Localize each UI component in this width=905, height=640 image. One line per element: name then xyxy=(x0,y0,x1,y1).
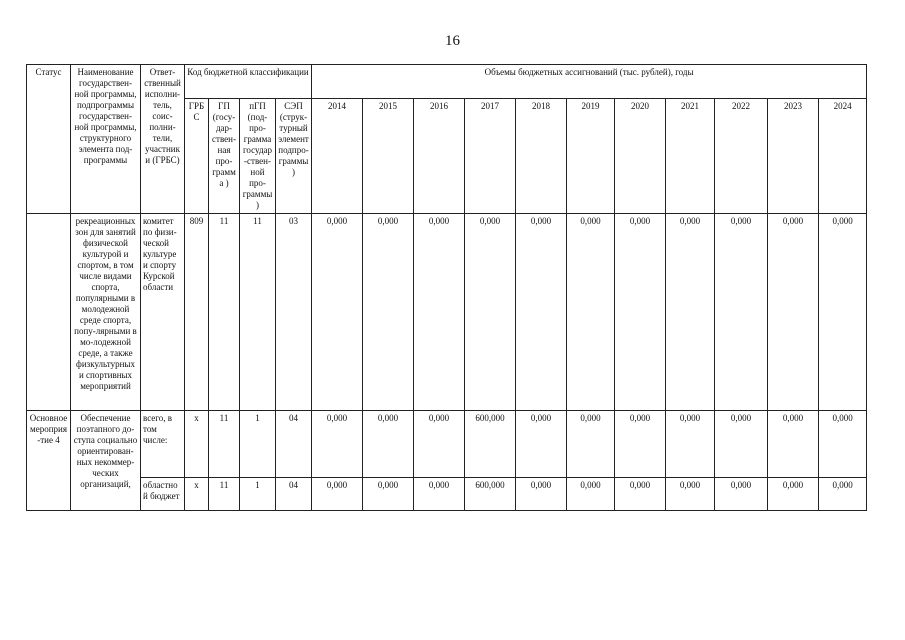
cell-executor: всего, в том числе: xyxy=(141,411,185,478)
cell-grbs: x xyxy=(185,411,209,478)
cell-gp: 11 xyxy=(209,411,240,478)
cell-sep: 04 xyxy=(276,478,312,511)
cell-value: 600,000 xyxy=(465,411,516,478)
cell-value: 0,000 xyxy=(516,478,567,511)
cell-value: 0,000 xyxy=(768,214,819,411)
header-grbs: ГРБ С xyxy=(185,99,209,214)
cell-value: 0,000 xyxy=(666,214,715,411)
cell-value: 0,000 xyxy=(414,478,465,511)
cell-value: 0,000 xyxy=(715,411,768,478)
cell-gp: 11 xyxy=(209,214,240,411)
cell-value: 0,000 xyxy=(819,478,867,511)
cell-value: 0,000 xyxy=(768,411,819,478)
header-year: 2017 xyxy=(465,99,516,214)
cell-value: 0,000 xyxy=(567,478,615,511)
cell-value: 0,000 xyxy=(819,214,867,411)
table-row xyxy=(27,214,867,411)
cell-pgp: 1 xyxy=(240,411,276,478)
header-year: 2024 xyxy=(819,99,867,214)
cell-executor: областной бюджет xyxy=(141,478,185,511)
cell-pgp: 1 xyxy=(240,478,276,511)
header-budget-code: Код бюджетной классификации xyxy=(185,65,312,99)
cell-status: Основное мероприя-тие 4 xyxy=(27,411,71,511)
header-year: 2015 xyxy=(363,99,414,214)
cell-grbs: 809 xyxy=(185,214,209,411)
cell-value: 0,000 xyxy=(414,214,465,411)
cell-value: 0,000 xyxy=(666,411,715,478)
cell-value: 0,000 xyxy=(715,478,768,511)
cell-value: 0,000 xyxy=(819,411,867,478)
header-sep: СЭП (струк-турный элемент подпро-граммы) xyxy=(276,99,312,214)
cell-value: 0,000 xyxy=(312,478,363,511)
header-year: 2018 xyxy=(516,99,567,214)
header-year: 2014 xyxy=(312,99,363,214)
header-year: 2016 xyxy=(414,99,465,214)
cell-value: 0,000 xyxy=(567,214,615,411)
cell-value: 0,000 xyxy=(615,214,666,411)
cell-value: 0,000 xyxy=(363,214,414,411)
page-number: 16 xyxy=(445,33,460,49)
budget-allocation-table xyxy=(26,64,867,511)
header-status: Статус xyxy=(27,65,71,214)
cell-value: 0,000 xyxy=(312,411,363,478)
header-gp: ГП (госу-дар-ствен-ная про-грамма ) xyxy=(209,99,240,214)
cell-gp: 11 xyxy=(209,478,240,511)
cell-value: 0,000 xyxy=(768,478,819,511)
cell-value: 0,000 xyxy=(363,478,414,511)
cell-sep: 03 xyxy=(276,214,312,411)
cell-status xyxy=(27,214,71,411)
cell-sep: 04 xyxy=(276,411,312,478)
cell-name: рекреационных зон для занятий физической культурой и спортом, в том числе видами спорта, популярными в молодежной среде спорта, попу-лярными в мо-лодежной среде, а также физкультурных и спортивных мероприятий xyxy=(71,214,141,411)
cell-value: 0,000 xyxy=(516,214,567,411)
table-row xyxy=(27,478,867,511)
cell-value: 0,000 xyxy=(615,478,666,511)
header-year: 2022 xyxy=(715,99,768,214)
header-year: 2023 xyxy=(768,99,819,214)
cell-grbs: x xyxy=(185,478,209,511)
header-year: 2021 xyxy=(666,99,715,214)
cell-value: 0,000 xyxy=(414,411,465,478)
cell-value: 0,000 xyxy=(666,478,715,511)
header-year: 2019 xyxy=(567,99,615,214)
cell-value: 0,000 xyxy=(363,411,414,478)
cell-pgp: 11 xyxy=(240,214,276,411)
header-pgp: пГП (под-про-грамма государ-ствен-ной про-граммы) xyxy=(240,99,276,214)
cell-value: 0,000 xyxy=(465,214,516,411)
header-name: Наименование государствен-ной программы, подпрограммы государствен-ной программы, структурного элемента под-программы xyxy=(71,65,141,214)
cell-executor: комитет по физи-ческой культуре и спорту Курской области xyxy=(141,214,185,411)
cell-value: 0,000 xyxy=(615,411,666,478)
header-funding: Объемы бюджетных ассигнований (тыс. рублей), годы xyxy=(312,65,867,99)
cell-value: 0,000 xyxy=(516,411,567,478)
cell-value: 0,000 xyxy=(312,214,363,411)
header-year: 2020 xyxy=(615,99,666,214)
cell-value: 0,000 xyxy=(715,214,768,411)
header-row-1 xyxy=(27,65,867,99)
table-row xyxy=(27,411,867,478)
header-executor: Ответ-ственный исполни-тель, соис-полни-тели, участники (ГРБС) xyxy=(141,65,185,214)
cell-value: 600,000 xyxy=(465,478,516,511)
cell-name: Обеспечение поэтапного до-ступа социально ориентирован-ных некоммер-ческих организаций, xyxy=(71,411,141,511)
cell-value: 0,000 xyxy=(567,411,615,478)
